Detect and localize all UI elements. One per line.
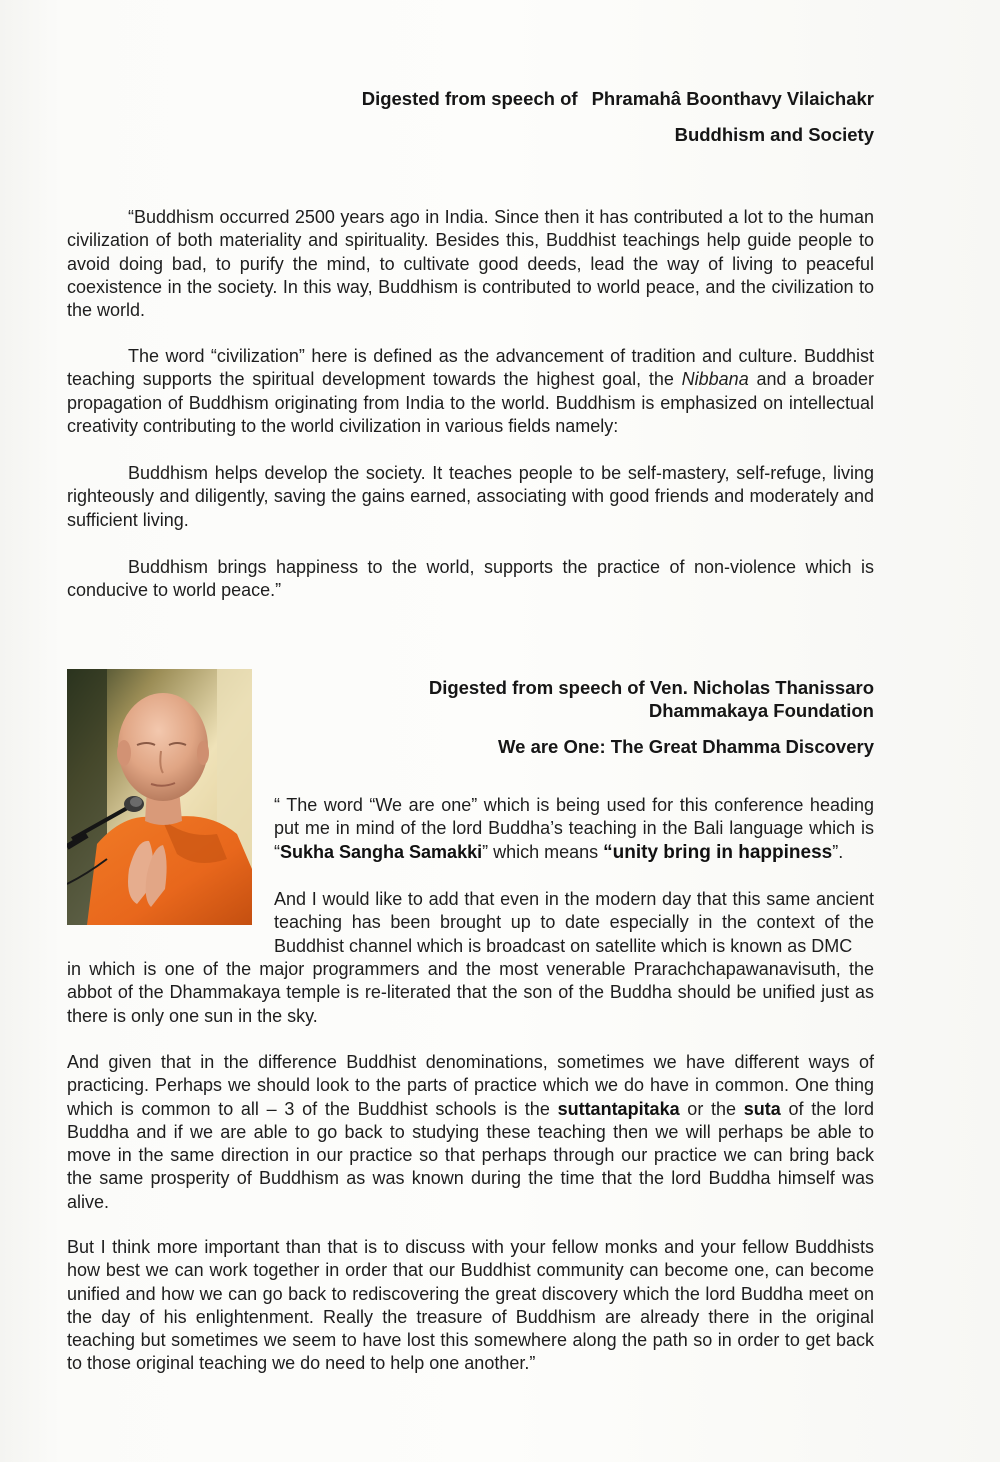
section1-heading xyxy=(362,88,874,110)
section1-paragraph-2 xyxy=(67,345,874,438)
section2-heading-line1: Digested from speech of Ven. Nicholas Thanissaro xyxy=(428,677,874,698)
paragraph-text xyxy=(67,1051,874,1214)
paragraph-text: Buddhism helps develop the society. It teaches people to be self-mastery, self-refuge, living righteously and diligently, saving the gains earned, associating with good friends and moderately and sufficient living. xyxy=(67,463,874,530)
monk-portrait-illustration xyxy=(67,669,252,925)
section1-heading-prefix: Digested from speech of xyxy=(361,88,578,109)
section1-paragraph-3 xyxy=(67,462,874,532)
nibbana-term: Nibbana xyxy=(681,369,749,390)
paragraph-text-part: And given that in the difference Buddhist denominations, sometimes we have different ways of practicing. Perhaps we should look to the parts of practice which we do have in common. One thing which is common to all – 3 of the Buddhist schools is the xyxy=(67,1052,874,1119)
paragraph-text-part: The word “civilization” here is defined as the advancement of tradition and culture. Buddhist teaching supports the spiritual development towards the highest goal, the xyxy=(67,346,874,390)
unity-happiness-term: “unity bring in happiness xyxy=(603,841,833,863)
paragraph-text: Buddhism brings happiness to the world, supports the practice of non-violence which is conducive to world peace.” xyxy=(67,557,874,601)
section1-paragraph-1 xyxy=(67,206,874,322)
section2-paragraph-3 xyxy=(67,1051,874,1214)
section2-paragraph-1 xyxy=(274,794,874,864)
paragraph-text-part: ” which means xyxy=(482,841,604,862)
section2-heading-line2: Dhammakaya Foundation xyxy=(648,700,874,721)
paragraph-text-part: or the xyxy=(679,1098,744,1119)
section1-speaker: Phramahâ Boonthavy Vilaichakr xyxy=(591,88,874,109)
speaker-photo xyxy=(67,669,252,925)
section2-paragraph-2-continued xyxy=(67,958,874,1028)
suttantapitaka-term: suttantapitaka xyxy=(557,1098,680,1119)
paragraph-text xyxy=(67,345,874,438)
paragraph-text: And I would like to add that even in the modern day that this same ancient teaching has been brought up to date especially in the context of the Buddhist channel which is broadcast on satellite which is known as DMC xyxy=(274,889,874,956)
suta-term: suta xyxy=(743,1098,781,1119)
sukha-sangha-samakki-term: Sukha Sangha Samakki xyxy=(280,841,483,862)
section1-title: Buddhism and Society xyxy=(674,124,874,145)
paragraph-text xyxy=(274,794,874,864)
paragraph-text-part: ”. xyxy=(832,841,844,862)
paragraph-text-part: of the lord Buddha and if we are able to go back to studying these teaching then we will perhaps be able to move in the same direction in our practice so that perhaps through our practice we can bring back the same prosperity of Buddhism as was known during the time that the lord Buddha himself was alive. xyxy=(67,1098,874,1212)
paragraph-text: But I think more important than that is to discuss with your fellow monks and your fellow Buddhists how best we can work together in order that our Buddhist community can become one, can become unified and how we can go back to rediscovering the great discovery which the lord Buddha meet on the day of his enlightenment. Really the treasure of Buddhism are already there in the original teaching but sometimes we seem to have lost this somewhere along the path so in order to get back to those original teaching we do need to help one another.” xyxy=(67,1237,874,1374)
paragraph-text: “Buddhism occurred 2500 years ago in India. Since then it has contributed a lot to the human civilization of both materiality and spirituality. Besides this, Buddhist teachings help guide people to avoid doing bad, to purify the mind, to cultivate good deeds, lead the way of living to peaceful coexistence in the society. In this way, Buddhism is contributed to world peace, and the civilization to the world. xyxy=(67,207,874,321)
section1-paragraph-4 xyxy=(67,556,874,603)
section2-paragraph-2-beside-photo xyxy=(274,888,874,958)
section2-title: We are One: The Great Dhamma Discovery xyxy=(498,736,874,757)
paragraph-text-part: “ The word “We are one” which is being used for this conference heading put me in mind of the lord Buddha’s teaching in the Bali language which is “ xyxy=(274,795,874,862)
section2-paragraph-4 xyxy=(67,1236,874,1376)
paragraph-text: in which is one of the major programmers and the most venerable Prarachchapawanavisuth, the abbot of the Dhammakaya temple is re-literated that the son of the Buddha should be unified just as there is only one sun in the sky. xyxy=(67,959,874,1026)
paragraph-text-part: and a broader propagation of Buddhism originating from India to the world. Buddhism is emphasized on intellectual creativity contributing to the world civilization in various fields namely: xyxy=(67,369,874,436)
